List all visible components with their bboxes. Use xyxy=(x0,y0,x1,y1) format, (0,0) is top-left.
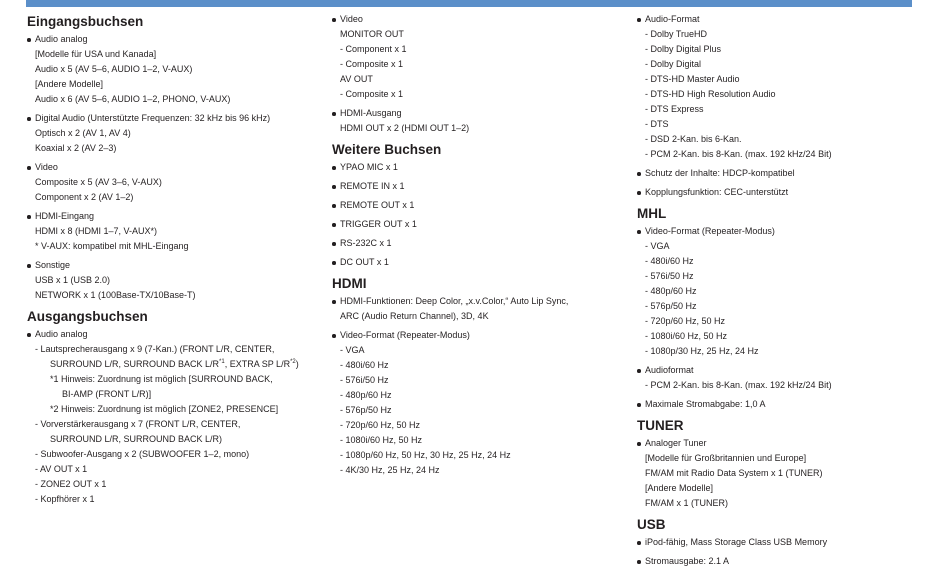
spec-text: [Modelle für Großbritannien und Europe] xyxy=(645,453,807,463)
spec-text: TRIGGER OUT x 1 xyxy=(340,219,417,229)
section-heading: HDMI xyxy=(332,276,367,291)
spec-text: Video xyxy=(35,162,58,172)
spec-item xyxy=(637,185,922,200)
spec-line xyxy=(35,402,327,417)
footnote-marker: *1 xyxy=(219,359,225,365)
spec-line xyxy=(645,397,922,412)
spec-line xyxy=(35,126,327,141)
spec-text: - DTS xyxy=(645,119,669,129)
spec-text: REMOTE OUT x 1 xyxy=(340,200,415,210)
spec-line xyxy=(645,166,922,181)
spec-item xyxy=(27,32,327,107)
spec-line xyxy=(340,433,632,448)
spec-text: Kopplungsfunktion: CEC-unterstützt xyxy=(645,187,789,197)
spec-text: - 576p/50 Hz xyxy=(340,405,392,415)
spec-line xyxy=(340,217,632,232)
spec-item xyxy=(332,294,632,324)
spec-line xyxy=(340,42,632,57)
spec-line xyxy=(340,309,632,324)
spec-line xyxy=(35,258,327,273)
section-heading: Ausgangsbuchsen xyxy=(27,309,148,324)
spec-text: - Vorverstärkerausgang x 7 (FRONT L/R, CENTER, xyxy=(35,419,241,429)
spec-text: - VGA xyxy=(340,345,365,355)
section-heading: TUNER xyxy=(637,418,684,433)
spec-column-2 xyxy=(332,12,632,482)
spec-text: - Subwoofer-Ausgang x 2 (SUBWOOFER 1–2, mono) xyxy=(35,449,250,459)
spec-text: HDMI-Eingang xyxy=(35,211,95,221)
spec-text: ARC (Audio Return Channel), 3D, 4K xyxy=(340,311,489,321)
spec-text: AV OUT xyxy=(340,74,373,84)
spec-text: - 1080i/60 Hz, 50 Hz xyxy=(645,331,728,341)
spec-line xyxy=(645,72,922,87)
spec-item xyxy=(637,224,922,359)
spec-text: - 480p/60 Hz xyxy=(340,390,392,400)
spec-text: Video-Format (Repeater-Modus) xyxy=(645,226,775,236)
spec-text: FM/AM mit Radio Data System x 1 (TUNER) xyxy=(645,468,823,478)
spec-item xyxy=(27,160,327,205)
spec-line xyxy=(645,57,922,72)
spec-line xyxy=(645,496,922,511)
spec-item xyxy=(332,179,632,194)
spec-text: HDMI-Funktionen: Deep Color, „x.v.Color,“ Auto Lip Sync, xyxy=(340,296,569,306)
spec-text: - PCM 2-Kan. bis 8-Kan. (max. 192 kHz/24 Bit) xyxy=(645,149,832,159)
spec-line xyxy=(645,12,922,27)
spec-line xyxy=(35,209,327,224)
spec-item xyxy=(637,166,922,181)
spec-text: - 480i/60 Hz xyxy=(340,360,389,370)
spec-line xyxy=(340,343,632,358)
section-heading: MHL xyxy=(637,206,667,221)
spec-line xyxy=(340,294,632,309)
spec-text: - 576p/50 Hz xyxy=(645,301,697,311)
spec-line xyxy=(35,239,327,254)
spec-line xyxy=(645,42,922,57)
spec-line xyxy=(35,447,327,462)
spec-item xyxy=(332,217,632,232)
spec-line xyxy=(340,463,632,478)
spec-line xyxy=(645,378,922,393)
spec-line xyxy=(35,32,327,47)
spec-text: Audio analog xyxy=(35,329,88,339)
spec-line xyxy=(340,388,632,403)
spec-text: - 720p/60 Hz, 50 Hz xyxy=(645,316,726,326)
spec-line xyxy=(35,492,327,507)
spec-text: - DTS-HD High Resolution Audio xyxy=(645,89,776,99)
spec-text: RS-232C x 1 xyxy=(340,238,392,248)
spec-text: Stromausgabe: 2.1 A xyxy=(645,556,730,566)
spec-text: Audio x 5 (AV 5–6, AUDIO 1–2, V-AUX) xyxy=(35,64,193,74)
spec-text: Koaxial x 2 (AV 2–3) xyxy=(35,143,117,153)
spec-text: - 1080p/30 Hz, 25 Hz, 24 Hz xyxy=(645,346,759,356)
spec-item xyxy=(637,554,922,569)
spec-item xyxy=(637,436,922,511)
spec-line xyxy=(340,87,632,102)
spec-line xyxy=(645,147,922,162)
spec-line xyxy=(340,160,632,175)
spec-line xyxy=(645,344,922,359)
spec-item xyxy=(332,12,632,102)
spec-item xyxy=(637,535,922,550)
spec-line xyxy=(645,27,922,42)
spec-line xyxy=(340,121,632,136)
spec-text: Audioformat xyxy=(645,365,694,375)
spec-line xyxy=(645,185,922,200)
spec-text: - DTS Express xyxy=(645,104,704,114)
spec-text: - 480p/60 Hz xyxy=(645,286,697,296)
spec-text: [Andere Modelle] xyxy=(645,483,714,493)
spec-line xyxy=(645,329,922,344)
spec-text: - 1080p/60 Hz, 50 Hz, 30 Hz, 25 Hz, 24 Hz xyxy=(340,450,511,460)
spec-line xyxy=(645,466,922,481)
spec-text: - Dolby Digital xyxy=(645,59,702,69)
spec-text: , EXTRA SP L/R xyxy=(224,359,291,369)
spec-line xyxy=(645,363,922,378)
section-heading: Weitere Buchsen xyxy=(332,142,442,157)
spec-line xyxy=(645,481,922,496)
spec-line xyxy=(340,236,632,251)
spec-text: - Component x 1 xyxy=(340,44,407,54)
spec-line xyxy=(35,77,327,92)
spec-text: - VGA xyxy=(645,241,670,251)
spec-text: Audio x 6 (AV 5–6, AUDIO 1–2, PHONO, V-AUX) xyxy=(35,94,231,104)
spec-column-1 xyxy=(27,12,327,511)
spec-item xyxy=(27,111,327,156)
spec-item xyxy=(332,255,632,270)
spec-line xyxy=(645,314,922,329)
spec-line xyxy=(645,269,922,284)
spec-line xyxy=(35,432,327,447)
spec-text: BI-AMP (FRONT L/R)] xyxy=(62,389,152,399)
spec-text: Video-Format (Repeater-Modus) xyxy=(340,330,470,340)
spec-line xyxy=(35,342,327,357)
spec-line xyxy=(340,418,632,433)
spec-line xyxy=(645,436,922,451)
spec-line xyxy=(340,403,632,418)
spec-text: Composite x 5 (AV 3–6, V-AUX) xyxy=(35,177,162,187)
spec-text: [Andere Modelle] xyxy=(35,79,104,89)
spec-item xyxy=(637,363,922,393)
spec-item xyxy=(27,209,327,254)
spec-line xyxy=(340,448,632,463)
spec-line xyxy=(645,132,922,147)
spec-text: HDMI OUT x 2 (HDMI OUT 1–2) xyxy=(340,123,470,133)
spec-text: HDMI x 8 (HDMI 1–7, V-AUX*) xyxy=(35,226,158,236)
spec-line xyxy=(645,284,922,299)
spec-item xyxy=(637,397,922,412)
spec-line xyxy=(35,327,327,342)
spec-line xyxy=(35,224,327,239)
spec-text: ) xyxy=(295,359,299,369)
spec-text: - Dolby TrueHD xyxy=(645,29,708,39)
spec-line xyxy=(645,224,922,239)
spec-item xyxy=(332,328,632,478)
spec-line xyxy=(35,477,327,492)
spec-item xyxy=(332,236,632,251)
spec-text: DC OUT x 1 xyxy=(340,257,389,267)
spec-line xyxy=(645,451,922,466)
spec-line xyxy=(340,72,632,87)
spec-item xyxy=(637,12,922,162)
spec-text: NETWORK x 1 (100Base-TX/10Base-T) xyxy=(35,290,196,300)
spec-line xyxy=(645,239,922,254)
spec-line xyxy=(35,92,327,107)
spec-text: Audio-Format xyxy=(645,14,700,24)
header-accent-bar xyxy=(26,0,912,7)
spec-item xyxy=(27,258,327,303)
spec-line xyxy=(35,141,327,156)
spec-line xyxy=(340,328,632,343)
spec-text: Audio analog xyxy=(35,34,88,44)
spec-line xyxy=(35,462,327,477)
spec-line xyxy=(35,417,327,432)
spec-line xyxy=(645,87,922,102)
spec-line xyxy=(340,57,632,72)
spec-line xyxy=(35,190,327,205)
spec-line xyxy=(340,27,632,42)
spec-line xyxy=(35,47,327,62)
spec-text: Video xyxy=(340,14,363,24)
spec-line xyxy=(35,387,327,402)
spec-line xyxy=(340,373,632,388)
spec-text: - Kopfhörer x 1 xyxy=(35,494,95,504)
spec-text: - AV OUT x 1 xyxy=(35,464,88,474)
spec-text: *2 Hinweis: Zuordnung ist möglich [ZONE2, PRESENCE] xyxy=(50,404,279,414)
spec-text: - 1080i/60 Hz, 50 Hz xyxy=(340,435,423,445)
spec-text: Digital Audio (Unterstützte Frequenzen: 32 kHz bis 96 kHz) xyxy=(35,113,271,123)
section-heading: Eingangsbuchsen xyxy=(27,14,144,29)
spec-line xyxy=(340,179,632,194)
spec-line xyxy=(35,372,327,387)
spec-text: *1 Hinweis: Zuordnung ist möglich [SURROUND BACK, xyxy=(50,374,273,384)
spec-column-3 xyxy=(637,12,922,573)
spec-line xyxy=(340,12,632,27)
spec-text: Optisch x 2 (AV 1, AV 4) xyxy=(35,128,131,138)
spec-text: - 720p/60 Hz, 50 Hz xyxy=(340,420,421,430)
spec-text: - 576i/50 Hz xyxy=(645,271,694,281)
spec-line xyxy=(340,255,632,270)
footnote-marker: *2 xyxy=(290,359,296,365)
spec-text: iPod-fähig, Mass Storage Class USB Memory xyxy=(645,537,828,547)
spec-line xyxy=(340,198,632,213)
spec-line xyxy=(645,554,922,569)
spec-text: - Dolby Digital Plus xyxy=(645,44,722,54)
spec-line xyxy=(35,160,327,175)
spec-text: - Composite x 1 xyxy=(340,59,404,69)
spec-text: HDMI-Ausgang xyxy=(340,108,402,118)
spec-text: - Composite x 1 xyxy=(340,89,404,99)
spec-item xyxy=(27,327,327,507)
spec-line xyxy=(340,358,632,373)
spec-text: - 4K/30 Hz, 25 Hz, 24 Hz xyxy=(340,465,440,475)
spec-line xyxy=(35,111,327,126)
spec-line xyxy=(35,175,327,190)
spec-text: - ZONE2 OUT x 1 xyxy=(35,479,107,489)
spec-line xyxy=(645,102,922,117)
section-heading: USB xyxy=(637,517,666,532)
spec-line xyxy=(645,254,922,269)
spec-line xyxy=(35,273,327,288)
spec-text: - 576i/50 Hz xyxy=(340,375,389,385)
spec-text: - DTS-HD Master Audio xyxy=(645,74,740,84)
spec-text: SURROUND L/R, SURROUND BACK L/R) xyxy=(50,434,223,444)
spec-text: * V-AUX: kompatibel mit MHL-Eingang xyxy=(35,241,189,251)
spec-item xyxy=(332,198,632,213)
spec-text: SURROUND L/R, SURROUND BACK L/R xyxy=(50,359,220,369)
spec-text: Schutz der Inhalte: HDCP-kompatibel xyxy=(645,168,795,178)
spec-text: MONITOR OUT xyxy=(340,29,404,39)
spec-line xyxy=(35,357,327,372)
spec-text: REMOTE IN x 1 xyxy=(340,181,405,191)
spec-text: FM/AM x 1 (TUNER) xyxy=(645,498,728,508)
spec-text: [Modelle für USA und Kanada] xyxy=(35,49,157,59)
spec-line xyxy=(35,288,327,303)
spec-item xyxy=(332,160,632,175)
spec-text: USB x 1 (USB 2.0) xyxy=(35,275,111,285)
spec-line xyxy=(645,117,922,132)
spec-text: - DSD 2-Kan. bis 6-Kan. xyxy=(645,134,742,144)
spec-text: - 480i/60 Hz xyxy=(645,256,694,266)
spec-text: - Lautsprecherausgang x 9 (7-Kan.) (FRONT L/R, CENTER, xyxy=(35,344,275,354)
spec-text: Analoger Tuner xyxy=(645,438,707,448)
spec-text: - PCM 2-Kan. bis 8-Kan. (max. 192 kHz/24 Bit) xyxy=(645,380,832,390)
spec-text: YPAO MIC x 1 xyxy=(340,162,398,172)
spec-line xyxy=(35,62,327,77)
spec-text: Maximale Stromabgabe: 1,0 A xyxy=(645,399,766,409)
spec-line xyxy=(645,299,922,314)
spec-text: Component x 2 (AV 1–2) xyxy=(35,192,134,202)
spec-line xyxy=(645,535,922,550)
spec-line xyxy=(340,106,632,121)
spec-text: Sonstige xyxy=(35,260,71,270)
spec-item xyxy=(332,106,632,136)
